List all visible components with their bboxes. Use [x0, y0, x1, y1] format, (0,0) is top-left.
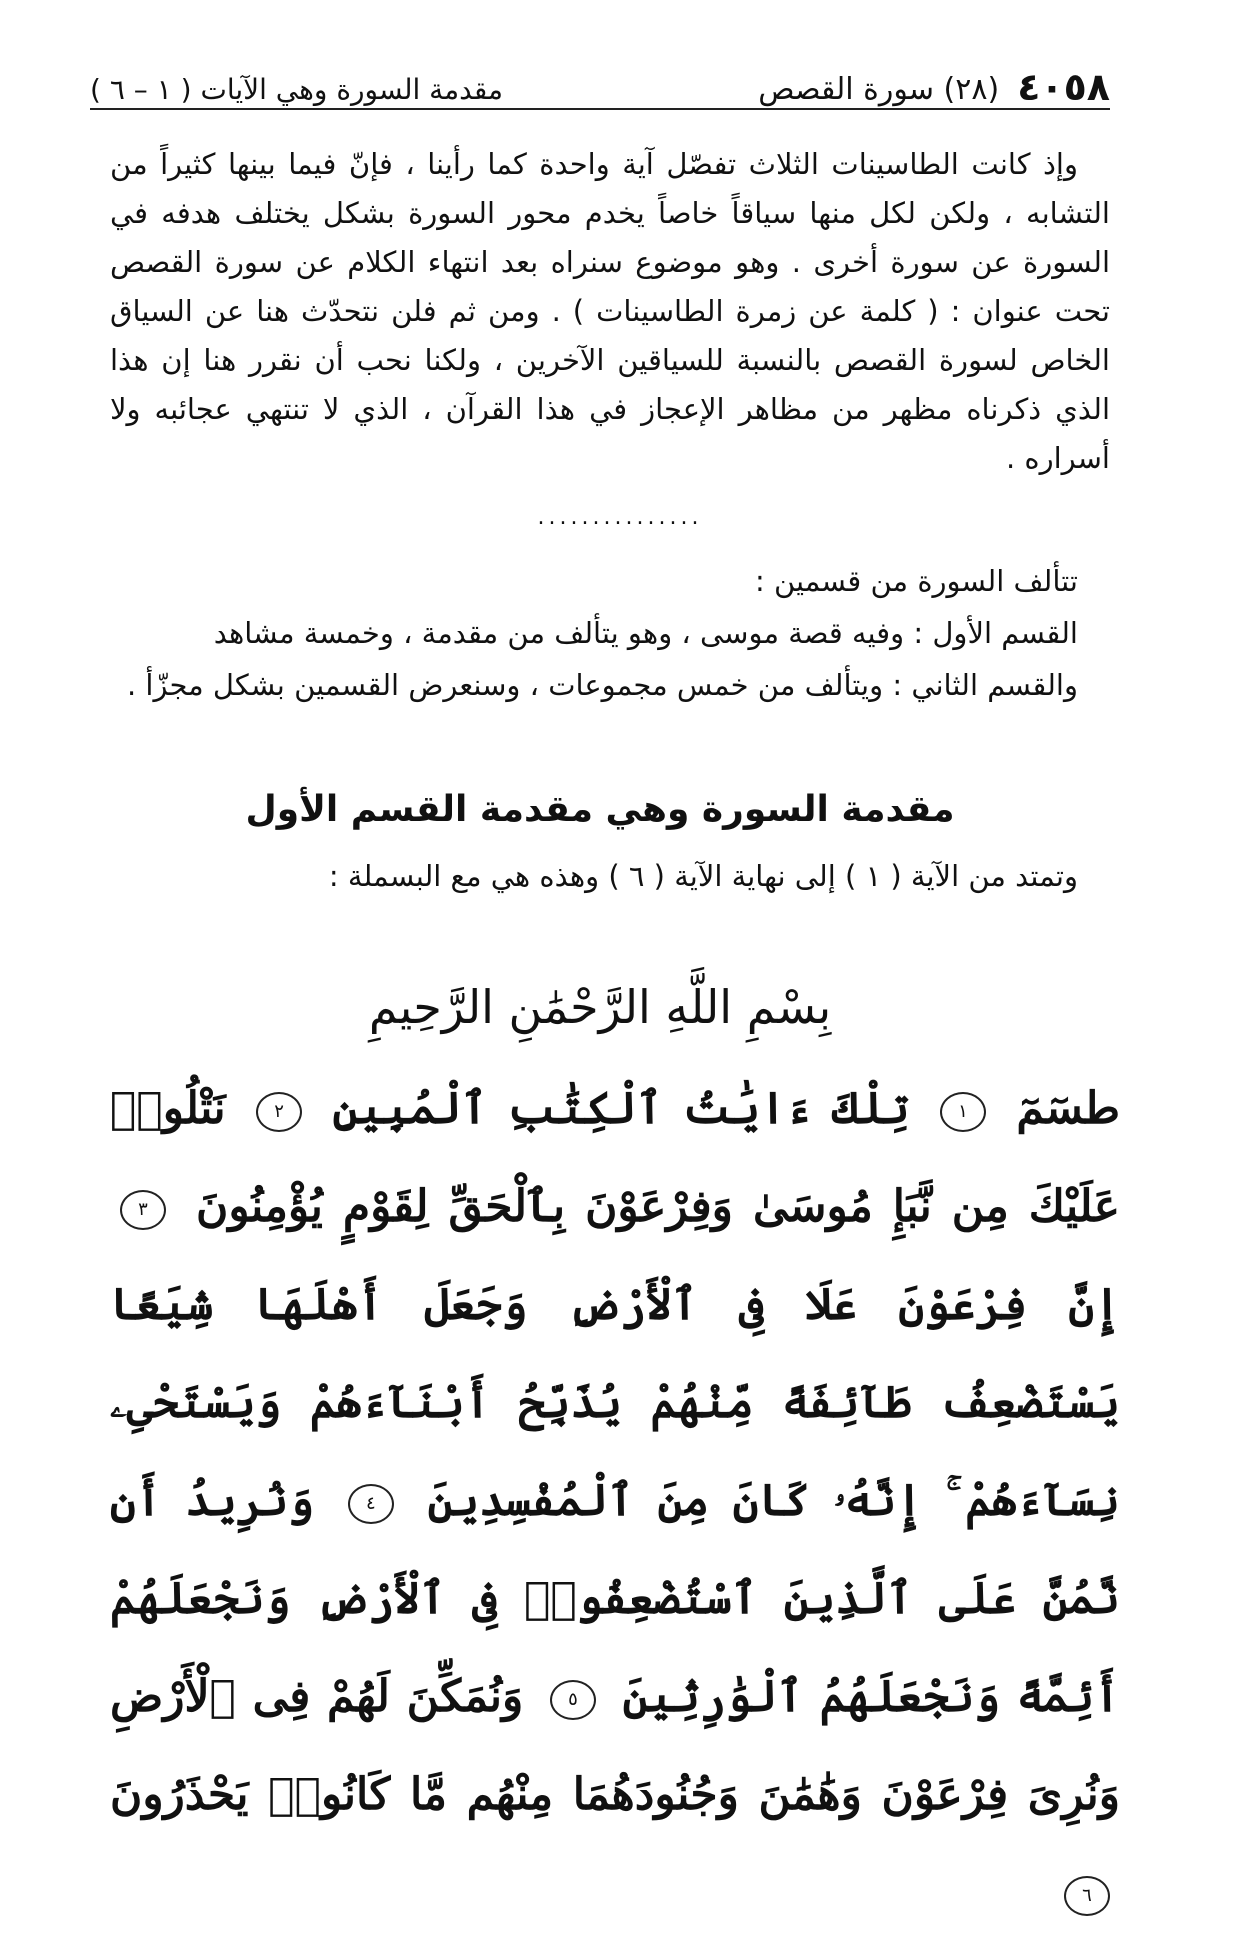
verse-text: طسٓمٓ [1016, 1083, 1120, 1134]
running-section-heading: مقدمة السورة وهي الآيات ( ١ – ٦ ) [90, 73, 504, 107]
verse-text: نَتْلُوا۟ عَلَيْكَ مِن نَّبَإِ مُوسَىٰ وَفِرْعَوْنَ بِٱلْحَقِّ لِقَوْمٍ يُؤْمِنُونَ [110, 1083, 1120, 1232]
division-part-one: القسم الأول : وفيه قصة موسى ، وهو يتألف من مقدمة ، وخمسة مشاهد [213, 616, 1078, 650]
division-part-two: والقسم الثاني : ويتألف من خمس مجموعات ، وسنعرض القسمين بشكل مجزّأ . [126, 668, 1078, 702]
ayah-number-marker: ٢ [256, 1092, 302, 1132]
ayah-number-marker: ٤ [348, 1484, 394, 1524]
verse-text: إِنَّ فِرْعَوْنَ عَلَا فِى ٱلْأَرْضِ وَجَعَلَ أَهْلَهَا شِيَعًا يَسْتَضْعِفُ طَآئِفَةً مِّنْهُمْ يُذَبِّحُ أَبْنَآءَهُمْ وَيَسْتَحْىِۦ نِسَآءَهُمْ ۚ إِنَّهُۥ كَانَ مِنَ ٱلْمُفْسِدِينَ [110, 1279, 1120, 1526]
verse-text: تِلْكَ ءَايَٰتُ ٱلْكِتَٰبِ ٱلْمُبِينِ [332, 1083, 910, 1134]
section-title: مقدمة السورة وهي مقدمة القسم الأول [245, 789, 955, 830]
running-header [90, 50, 1110, 109]
surah-division [110, 555, 1110, 711]
quran-verses [110, 1060, 1120, 1942]
section-separator: ............... [537, 505, 703, 530]
ayah-number-marker: ٦ [1064, 1876, 1110, 1916]
header-rule [90, 108, 1110, 110]
verse-text: وَنُرِيدُ أَن نَّمُنَّ عَلَى ٱلَّذِينَ ٱسْتُضْعِفُوا۟ فِى ٱلْأَرْضِ وَنَجْعَلَهُمْ أَئِمَّةً وَنَجْعَلَهُمُ ٱلْوَٰرِثِينَ [110, 1475, 1120, 1722]
page-number: ٤٠٥٨ [1017, 65, 1110, 109]
surah-heading: (٢٨) سورة القصص [758, 72, 1000, 107]
ayah-number-marker: ٣ [120, 1190, 166, 1230]
section-intro [110, 852, 1110, 900]
intro-paragraph-text: وإذ كانت الطاسينات الثلاث تفصّل آية واحدة كما رأينا ، فإنّ فيما بينها كثيراً من التشابه ، ولكن لكل منها سياقاً خاصاً يخدم محور السورة بشكل يختلف هدفه في السورة عن سورة أخرى . وهو موضوع سنراه بعد انتهاء الكلام عن سورة القصص تحت عنوان : ( كلمة عن زمرة الطاسينات ) . ومن ثم فلن نتحدّث هنا عن السياق الخاص لسورة القصص بالنسبة للسياقين الآخرين ، ولكنا نحب أن نقرر هنا إن هذا الذي ذكرناه مظهر من مظاهر الإعجاز في هذا القرآن ، الذي لا تنتهي عجائبه ولا أسراره . [110, 147, 1110, 475]
basmala: بِسْمِ اللَّهِ الرَّحْمَٰنِ الرَّحِيمِ [368, 980, 832, 1034]
section-intro-text: وتمتد من الآية ( ١ ) إلى نهاية الآية ( ٦ ) وهذه هي مع البسملة : [328, 859, 1078, 893]
ayah-number-marker: ١ [940, 1092, 986, 1132]
header-right-group [758, 65, 1110, 109]
division-intro: تتألف السورة من قسمين : [754, 564, 1078, 598]
intro-paragraph [110, 140, 1110, 483]
ayah-number-marker: ٥ [550, 1680, 596, 1720]
verse-text: وَنُمَكِّنَ لَهُمْ فِى ٱلْأَرْضِ وَنُرِىَ فِرْعَوْنَ وَهَٰمَٰنَ وَجُنُودَهُمَا مِنْهُم مَّا كَانُوا۟ يَحْذَرُونَ [110, 1671, 1120, 1820]
